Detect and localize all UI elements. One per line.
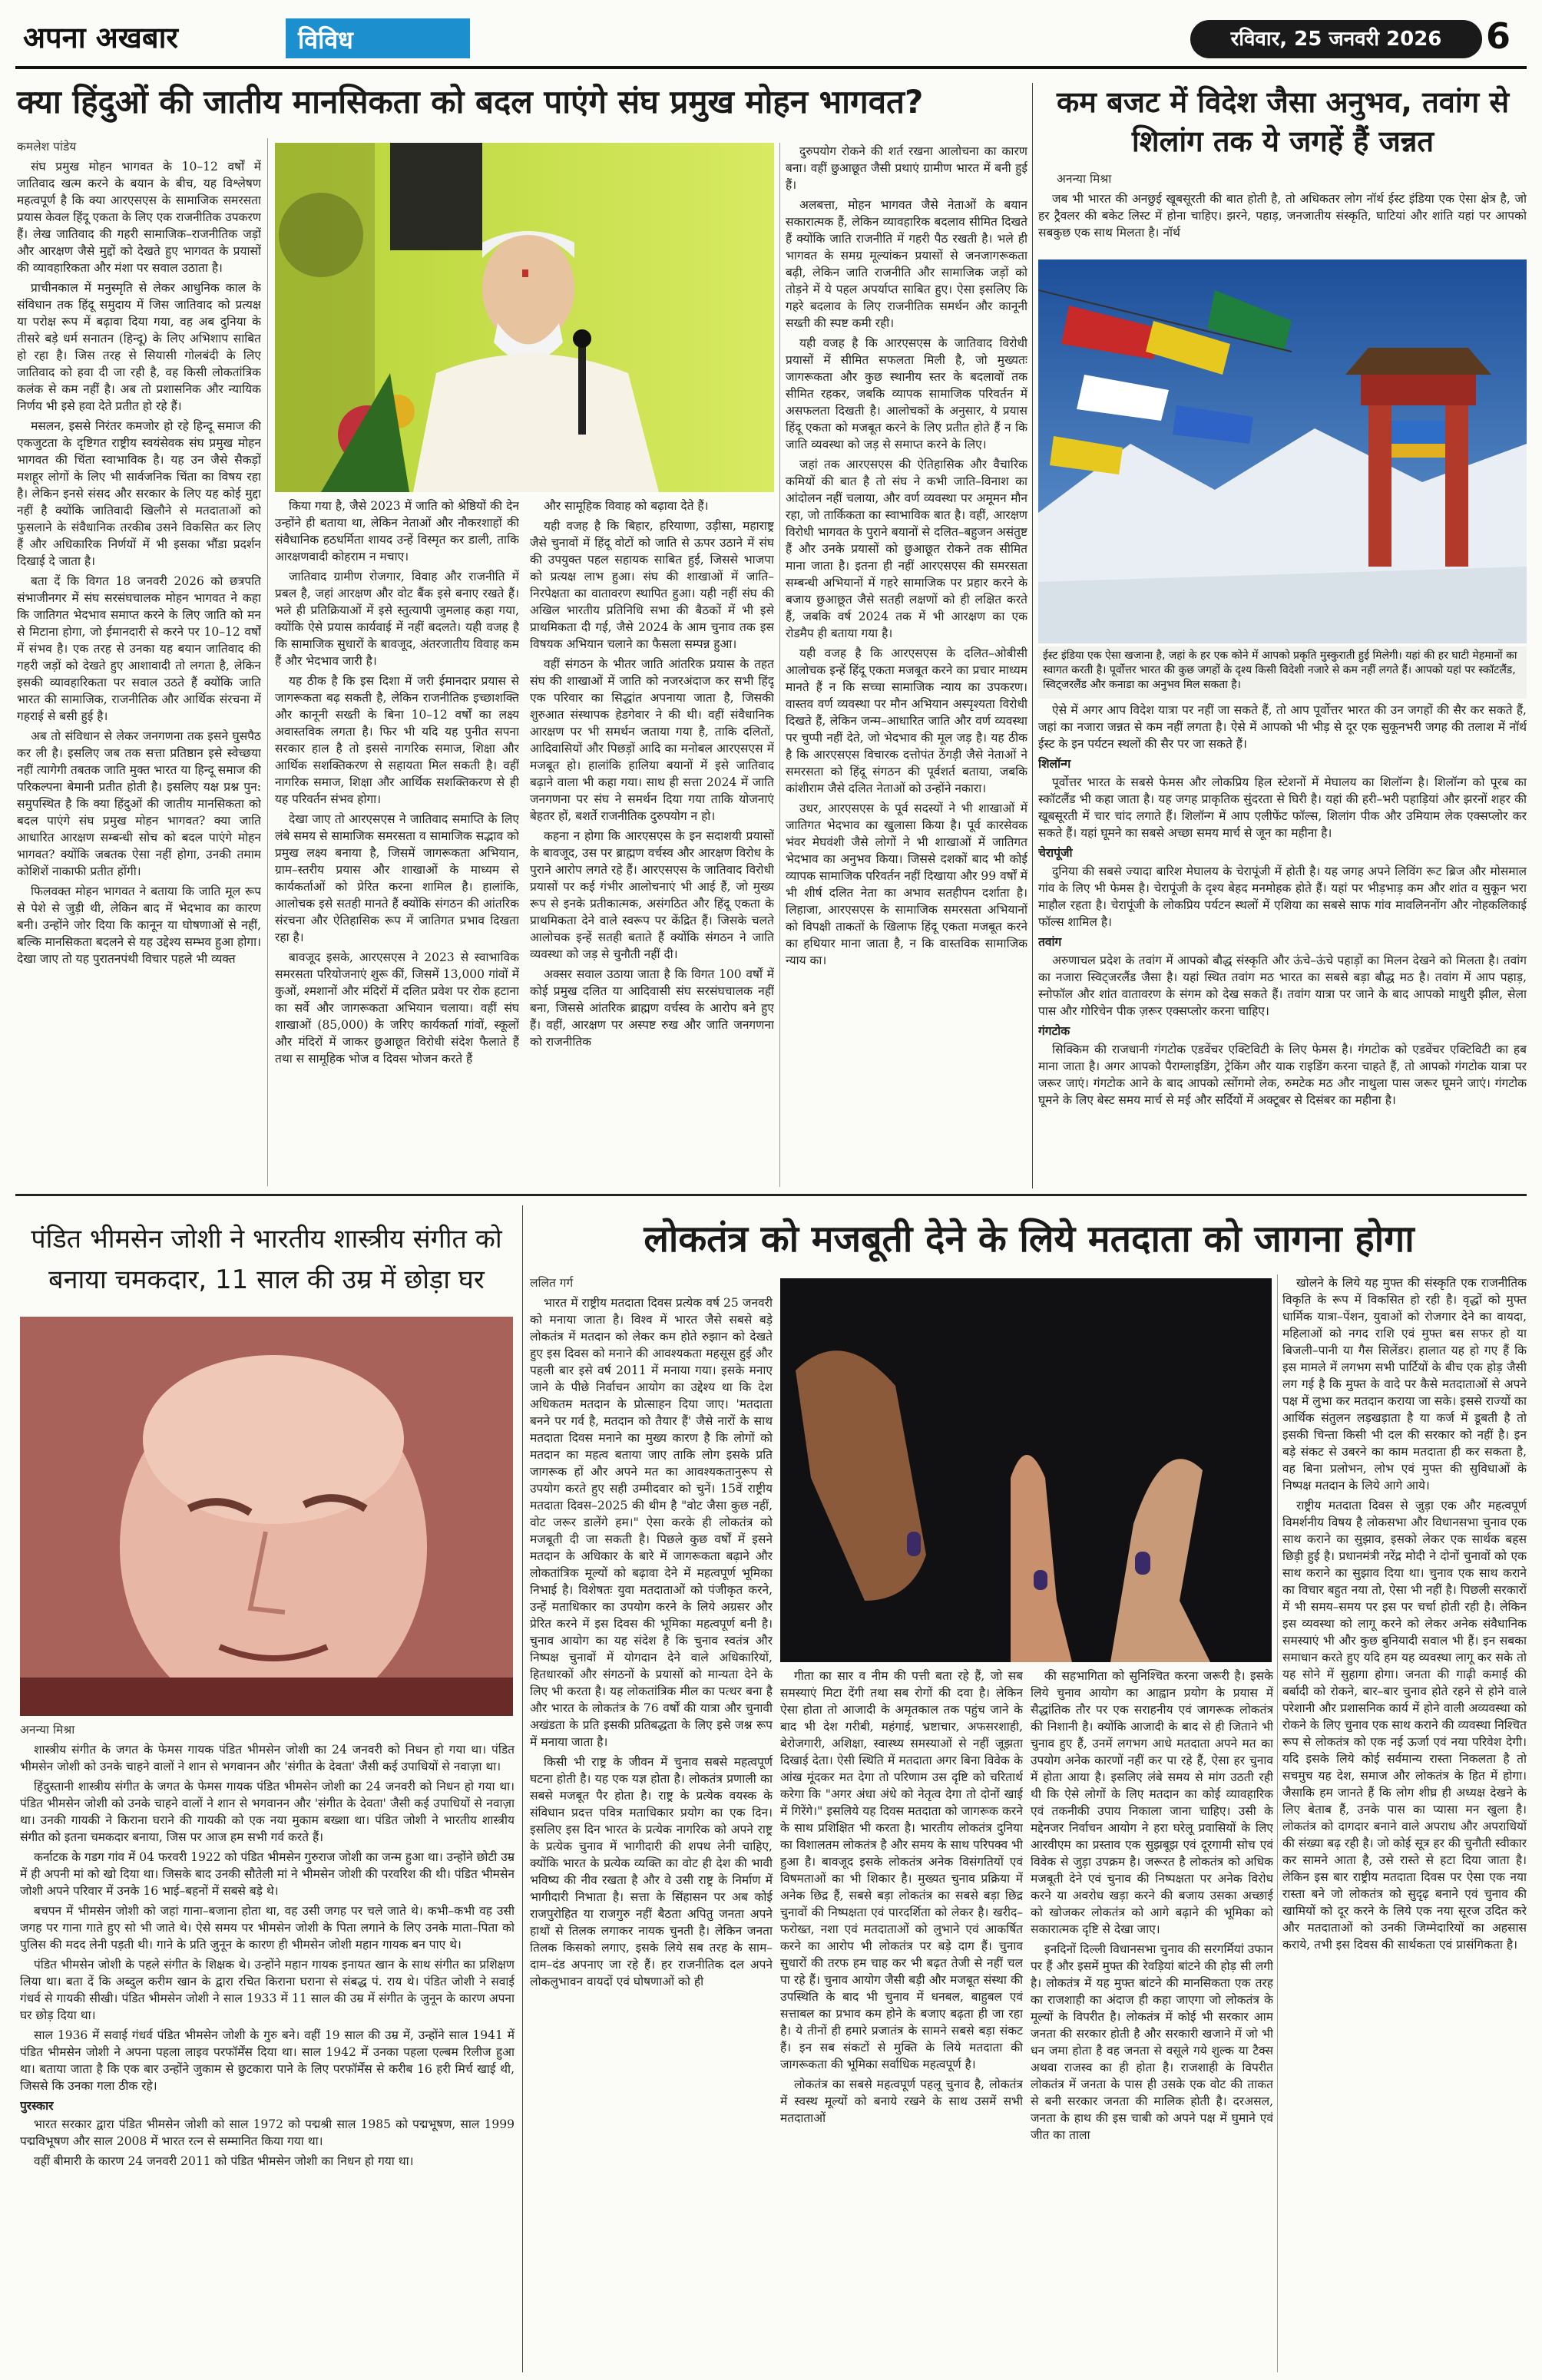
story2-headline: कम बजट में विदेश जैसा अनुभव, तवांग से शिलांग तक ये जगहें हैं जन्नत	[1056, 85, 1510, 159]
column-rule	[779, 143, 780, 1187]
story4-photo	[780, 1278, 1272, 1662]
story1-para: जहां तक आरएसएस की ऐतिहासिक और वैचारिक कमियों की बात है तो संघ ने कभी जाति–विनाश का आंदोलन नहीं चलाया, और वर्ण व्यवस्था पर अमूमन मौन रहा, जो तार्किकता का स्वाभाविक बात है। वहीं, आरक्षण विरोधी भागवत के पुराने बयानों से दलित–बहुजन असंतुष्ट हैं और उनके प्रयासों को छुआछूत रोकने तक सीमित माना जाता है। इतना ही नहीं आरएसएस की समरसता सम्बन्धी अभियानों में गहरे सामाजिक पर प्रहार करने के बजाय छुआछूत जैसे सतही लक्षणों को ही लक्षित करते हैं, जबकि वर्ष 2024 तक में भी आरक्षण का एक रोडमैप ही बताया गया है।	[786, 458, 1027, 640]
story3-para: साल 1936 में सवाई गंधर्व पंडित भीमसेन जोशी के गुरु बने। वहीं 19 साल की उम्र में, उन्होंने साल 1941 में पंडित भीमसेन जोशी ने अपना पहला लाइव परफॉर्मेंस दिया था। साल 1942 में उनका पहला एल्बम रिलीज हुआ था। बताया जाता है कि एक बार उन्होंने जुकाम से छुटकारा पाने के लिए परफॉर्मेंस से करीब 16 हरी मिर्च खाई थी, जिससे कि उनका गला ठीक रहे।	[20, 2028, 515, 2093]
story1-col1	[17, 138, 261, 1186]
story3-photo	[20, 1317, 513, 1716]
story4-col2	[780, 1668, 1023, 2372]
column-rule	[522, 1205, 523, 2372]
bhimsen-joshi-portrait	[20, 1317, 513, 1716]
story1-para: यही वजह है कि आरएसएस के दलित–ओबीसी आलोचक इन्हें हिंदू एकता मजबूत करने का प्रचार माध्यम मानते हैं न कि सच्चा सामाजिक न्याय का उपकरण। वास्तव वर्ण व्यवस्था पर मौन अभियान अस्पृश्यता विरोधी दिखते हैं, लेकिन जन्म–आधारित जाति और वर्ण व्यवस्था पर चुप्पी नहीं देते, जो भेदभाव की मूल जड़ है। यह ठीक है कि आरएसएस विचारक दत्तोपंत ठेंगड़ी जैसे नेताओं ने समरसता को हिंदू संगठन की पूर्वशर्त बताया, जबकि कांशीराम जैसे दलित नेताओं को उन्होंने नकारा।	[786, 646, 1027, 795]
section-divider	[15, 1194, 1527, 1196]
story1-headline: क्या हिंदुओं की जातीय मानसिकता को बदल पाएंगे संघ प्रमुख मोहन भागवत?	[17, 83, 924, 121]
story4-para: राष्ट्रीय मतदाता दिवस से जुड़ा एक और महत्वपूर्ण विमर्शनीय विषय है लोकसभा और विधानसभा चुनाव एक साथ कराने का सुझाव, इसको लेकर एक सार्थक बहस छिड़ी हुई है। प्रधानमंत्री नरेंद्र मोदी ने दोनों चुनावों को एक साथ कराने का सुझाव दिया था। चुनाव एक साथ कराने का विचार बहुत नया तो, ऐसा भी नहीं है। पिछली सरकारों में भी समय–समय पर इस पर चर्चा होती रही है। लेकिन इस व्यवस्था को लागू करने को लेकर अनेक संवैधानिक समस्याएं भी और कुछ बुनियादी सवाल भी हैं। इन सबका समाधान करते हुए यदि हम यह व्यवस्था लागू कर सके तो यह सोने में सुहागा होगा। जनता की गाढ़ी कमाई की बर्बादी को रोकने, बार–बार चुनाव होते रहने से होने वाले परेशानी और प्रशासनिक कार्य में होने वाली अव्यवस्था को रोकने के लिए चुनाव एक साथ कराने की व्यवस्था निश्चित रूप से लोकतंत्र को एक नई ऊर्जा एवं नया परिवेश देगी। यदि इसके लिये कोई सर्वमान्य रास्ता निकलता है तो सचमुच यह देश, समाज और लोकतंत्र के हित में होगा। जैसाकि हम जानते हैं कि लोग शीघ्र ही अध्यक्ष देखने के लिए बेताब हैं, उनके पास का प्यासा मन खुला है। लोकतंत्र को दागदार बनाने वाले अपराध और अपराधियों की संख्या बढ़ रही है। जो कोई सूत्र हर की चुनौती स्वीकार कर सामने आता है, उसे रास्ते से हटा दिया जाता है। लेकिन इस बार राष्ट्रीय मतदाता दिवस पर ऐसा एक नया रास्ता बने जो लोकतंत्र को सुदृढ़ बनाने एवं चुनाव की खामियों को दूर करने के लिये एक नया सूरज उदित करे और मतदाताओं को उनकी जिम्मेदारियों का अहसास कराये, तभी इस दिवस की सार्थकता एवं प्रासंगिकता है।	[1282, 1499, 1527, 1952]
story3-para: पंडित भीमसेन जोशी के पहले संगीत के शिक्षक थे। उन्होंने महान गायक इनायत खान के साथ संगीत का प्रशिक्षण लिया था। बता दें कि अब्दुल करीम खान के द्वारा रचित किराना घराना से संबद्ध पं. राय थे। पंडित जोशी ने सवाई गंधर्व से गायकी सीखी। पंडित भीमसेन जोशी ने साल 1933 में 11 साल की उम्र में संगीत के जुनून के कारण अपना घर छोड़ दिया था।	[20, 1958, 515, 2022]
tawang-gate-illustration	[1038, 259, 1527, 643]
story1-para: यही वजह है कि बिहार, हरियाणा, उड़ीसा, महाराष्ट्र जैसे चुनावों में हिंदू वोटों को जाति से ऊपर उठाने में संघ की उपयुक्त पहल सहायक साबित हुई, जिससे भाजपा को प्रत्यक्ष लाभ हुआ। संघ की शाखाओं में जाति–निरपेक्षता का वातावरण स्थापित हुआ। यही नहीं संघ की अखिल भारतीय प्रतिनिधि सभा की बैठकों में भी इसे प्राथमिकता दी गई, जैसे 2024 के आम चुनाव तक इस विषयक अभियान चलाने का फैसला सम्पन्न हुआ।	[530, 519, 774, 651]
story1-para: प्राचीनकाल में मनुस्मृति से लेकर आधुनिक काल के संविधान तक हिंदू समुदाय में जिस जातिवाद को प्रत्यक्ष या परोक्ष रूप में बढ़ावा दिया गया, वह अब दुनिया के तीसरे बड़े धर्म सनातन (हिन्दू) के लिए अभिशाप साबित हो रहा है। जिस तरह से सियासी गोलबंदी के लिए जातिवाद को हवा दी जा रही है, वह किसी लोकतांत्रिक कलंक से कम नहीं है। अब तो प्रशासनिक और न्यायिक निर्णय भी इसे हवा देते प्रतीत हो रहे हैं।	[17, 281, 261, 413]
story4-col1	[530, 1274, 773, 2372]
story1-para: दुरुपयोग रोकने की शर्त रखना आलोचना का कारण बना। वहीं छुआछूत जैसी प्रथाएं ग्रामीण भारत में बनी हुई हैं।	[786, 144, 1027, 192]
section-label: विविध	[286, 18, 470, 58]
story1-para: यह ठीक है कि इस दिशा में जरी ईमानदार प्रयास से जागरूकता बढ़ सकती है, लेकिन राजनीतिक इच्छाशक्ति और कानूनी सख्ती के बिना 10–12 वर्षों का लक्ष्य अवास्तविक लगता है। फिर भी यदि यह पुनीत सपना सरकार हाल है तो इससे नागरिक समाज, शिक्षा और आर्थिक सशक्तिकरण से सहायता मिल सकती है। वहीं नागरिक समाज, शिक्षा और आर्थिक सशक्तिकरण से ही यह परिवर्तन संभव होगा।	[275, 674, 519, 806]
story1-para: अलबत्ता, मोहन भागवत जैसे नेताओं के बयान सकारात्मक हैं, लेकिन व्यावहारिक बदलाव सीमित दिखते हैं क्योंकि जाति राजनीति में गहरी पैठ रखती है। भले ही भागवत के समग्र मूल्यांकन प्रयासों से जनजागरूकता बढ़ी, लेकिन जाति राजनीति और सामाजिक जड़ों को तोड़ने में ये पहल अपर्याप्त साबित हुए। ऐसा इसलिए कि गहरे बदलाव के लिए राजनीतिक समर्थन और कानूनी सख्ती की स्पष्ट कमी रही।	[786, 198, 1027, 330]
story1-col2	[275, 497, 519, 1186]
story1-para: और सामूहिक विवाह को बढ़ावा देते हैं।	[544, 499, 709, 513]
story1-para: जातिवाद ग्रामीण रोजगार, विवाह और राजनीति में प्रबल है, जहां आरक्षण और वोट बैंक इसे बनाए रखते हैं। भले ही प्रतिक्रियाओं में इसे स्तुत्यापी जुमलाह कहा गया, क्योंकि ऐसे प्रयास कार्यवाई में नहीं बदलते। यही वजह है कि सामाजिक सुधारों के बावजूद, अंतरजातीय विवाह कम हैं और भेदभाव जारी है।	[275, 570, 519, 668]
story3-para: हिंदुस्तानी शास्त्रीय संगीत के जगत के फेमस गायक पंडित भीमसेन जोशी का 24 जनवरी को निधन हो गया था। पंडित भीमसेन जोशी को उनके चाहने वालों ने शान से भगवानन और 'संगीत के देवता' जैसी कई उपाधियों से नवाज़ा था। उनकी गायकी ने किराना घराने की गायकी को एक नया मुकाम बख्शा था। पंडित जोशी ने भारतीय शास्त्रीय संगीत को इतना चमकदार बनाया, जिस पर आज हम सभी गर्व करते हैं।	[20, 1780, 515, 1844]
column-rule	[1277, 1274, 1278, 2372]
story2-subhead: गंगटोक	[1038, 1023, 1070, 1038]
story3-body	[20, 1721, 515, 2374]
story3-para: बचपन में भीमसेन जोशी को जहां गाना–बजाना होता था, वह उसी जगह पर चले जाते थे। कभी–कभी वह उसी जगह पर गाना गाते हुए सो भी जाते थे। ऐसे समय पर भीमसेन जोशी के पिता लगाने के लिए उनके माता–पिता को पुलिस की मदद लेनी पड़ती थी। गाने के प्रति जुनून के कारण ही भीमसेन जोशी महान गायक बन पाए थे।	[20, 1904, 515, 1952]
story1-para: किया गया है, जैसे 2023 में जाति को श्रेष्ठियों की देन उन्होंने ही बताया था, लेकिन नेताओं और नौकरशाहों की संवैधानिक हठधर्मिता शायद उन्हें विस्मृत कर डाली, ताकि आरक्षणवादी कोहराम न मचाए।	[275, 499, 519, 564]
story2-subhead: चेरापूंजी	[1038, 845, 1073, 860]
story3-para: वहीं बीमारी के कारण 24 जनवरी 2011 को पंडित भीमसेन जोशी का निधन हो गया था।	[34, 2154, 414, 2168]
story1-byline: कमलेश पांडेय	[17, 140, 77, 154]
story2-body	[1038, 702, 1527, 1187]
story1-para: बता दें कि विगत 18 जनवरी 2026 को छत्रपति संभाजीनगर में संघ सरसंघचालक मोहन भागवत ने कहा कि जातिगत भेदभाव समाप्त करने के लिए जाति को मन से मिटाना होगा, जो ईमानदारी से करने पर 10–12 वर्षों में संभव है। एक तरह से उनका यह बयान जातिवाद की गहरी जड़ों को देखते हुए आशावादी तो लगता है, लेकिन इसकी व्यावहारिकता पर सवाल उठते हैं क्योंकि जाति भारत की सामाजिक, राजनीतिक और आर्थिक संरचना में गहराई से बसी हुई है।	[17, 574, 261, 723]
story2-byline: अनन्या मिश्रा	[1057, 172, 1112, 186]
story1-para: बावजूद इसके, आरएसएस ने 2023 से स्वाभाविक समरसता परियोजनाएं शुरू कीं, जिसमें 13,000 गांवों में कुओं, श्मशानों और मंदिरों में दलित प्रवेश पर रोक हटाना का सर्वे और जागरूकता अभियान चलाया। वहीं संघ शाखाओं (85,000) के जरिए कार्यकर्ता गांवों, स्कूलों और मंदिरों में जाकर छुआछूत विरोधी संदेश फैलाते हैं तथा स सामूहिक भोज व दिवस भोजन करते हैं	[275, 950, 519, 1066]
story2-subhead: शिलॉन्ग	[1038, 756, 1071, 771]
story1-para: यही वजह है कि आरएसएस के जातिवाद विरोधी प्रयासों में सीमित सफलता मिली है, जो मुख्यतः जागरूकता और कुछ स्थानीय स्तर के बदलावों तक सीमित रहकर, जबकि व्यापक सामाजिक परिवर्तन में असफलता दिखती है। आलोचकों के अनुसार, ये प्रयास हिंदू एकता को मजबूत करने के लिए प्रतीत होते हैं न कि जाति व्यवस्था को जड़ से समाप्त करने के लिए।	[786, 336, 1027, 451]
paper-name: अपना अखबार	[23, 21, 178, 55]
story4-para: किसी भी राष्ट्र के जीवन में चुनाव सबसे महत्वपूर्ण घटना होती है। यह एक यज्ञ होता है। लोकतंत्र प्रणाली का सबसे मजबूत पैर होता है। राष्ट्र के प्रत्येक वयस्क के संविधान प्रदत्त पवित्र मताधिकार प्रयोग का एक दिन। इसलिए इस दिन भारत के प्रत्येक नागरिक को अपने राष्ट्र के प्रत्येक चुनाव में भागीदारी की शपथ लेनी चाहिए, क्योंकि भारत के प्रत्येक व्यक्ति का वोट ही देश की भावी भविष्य की नीव रखता है और वे उसी राष्ट्र के निर्माण में भागीदारी निभाता है। सत्ता के सिंहासन पर अब कोई राजपुरोहित या राजगुरु नहीं बैठता अपितु जनता अपने हाथों से तिलक लगाकर नायक चुनती है। लेकिन जनता तिलक किसको लगाए, इसके लिये सब तरह के साम–दाम–दंड अपनाए जा रहे हैं। हर राजनीतिक दल अपने लोकलुभावन वायदों एवं घोषणाओं को ही	[530, 1755, 773, 1988]
inked-fingers-illustration	[780, 1278, 1272, 1662]
story3-para: शास्त्रीय संगीत के जगत के फेमस गायक पंडित भीमसेन जोशी का 24 जनवरी को निधन हो गया था। पंडित भीमसेन जोशी को उनके चाहने वालों ने शान से भगवानन और 'संगीत के देवता' जैसी कई उपाधियों से नवाज़ा था।	[20, 1743, 515, 1773]
story1-photo	[275, 143, 774, 492]
story2-para: दुनिया की सबसे ज्यादा बारिश मेघालय के चेरापूंजी में होती है। यह जगह अपने लिविंग रूट ब्रिज और मोसमाल गांव के लिए भी फेमस है। चेरापूंजी के दृश्य बेहद मनमोहक होते हैं। यहां पर भीड़भाड़ कम और शांत व सुकून भरा माहौल रहता है। चेरापूंजी के लोकप्रिय पर्यटन स्थलों में एशिया का सबसे साफ गांव मावलिननोंग और नोहकलिकाई फॉल्स शामिल है।	[1038, 864, 1527, 929]
story3-para: भारत सरकार द्वारा पंडित भीमसेन जोशी को साल 1972 को पद्मश्री साल 1985 को पद्मभूषण, साल 1999 पद्मविभूषण और साल 2008 में भारत रत्न से सम्मानित किया गया था।	[20, 2117, 515, 2148]
story3-subhead: पुरस्कार	[20, 2098, 54, 2113]
story1-para: देखा जाए तो आरएसएस ने जातिवाद समाप्ति के लिए लंबे समय से सामाजिक समरसता व सामाजिक सद्भाव को प्रमुख लक्ष्य बनाया है, जिसमें जागरूकता अभियान, ग्राम–स्तरीय प्रयास और शाखाओं के माध्यम से कार्यकर्ताओं को प्रेरित करना शामिल है। हालांकि, आलोचक इसे सतही मानते हैं क्योंकि संगठन की आंतरिक संरचना और ऐतिहासिक रूप में जातिगत प्रभाव दिखता रहा है।	[275, 812, 519, 944]
story1-para: अक्सर सवाल उठाया जाता है कि विगत 100 वर्षों में कोई प्रमुख दलित या आदिवासी संघ सरसंघचालक नहीं बना, जिससे आंतरिक ब्राह्मण वर्चस्व के आरोप बने हुए हैं। वहीं, आरक्षण पर अस्पष्ट रुख और जाति जनगणना को राजनीतिक	[530, 967, 774, 1049]
story2-para: ऐसे में अगर आप विदेश यात्रा पर नहीं जा सकते हैं, तो आप पूर्वोत्तर भारत की उन जगहों की सैर कर सकते हैं, जहां का नजारा जन्नत से कम नहीं लगता है। ऐसे में आपको भी भीड़ से दूर एक सुकूनभरी जगह की तलाश में नॉर्थ ईस्ट के इन पर्यटन स्थलों की सैर पर जा सकते हैं।	[1038, 703, 1527, 751]
story2-intro-block	[1038, 170, 1527, 256]
story4-byline: ललित गर्ग	[530, 1276, 574, 1290]
story4-para: की सहभागिता को सुनिश्चित करना जरूरी है। इसके लिये चुनाव आयोग का आह्वान प्रयोग के प्रयास में सैद्धांतिक तौर पर एक सराहनीय एवं जागरूक लोकतंत्र की निशानी है। क्योंकि आजादी के बाद से ही जिताने भी चुनाव हुए हैं, उनमें लगभग आधे मतदाता अपने मत का उपयोग अनेक कारणों नहीं कर पा रहे हैं, ऐसा हर चुनाव में होता आया है। इसलिए लंबे समय से मांग उठती रही थी कि ऐसे लोगों के लिए मतदान का कोई व्यावहारिक एवं तकनीकी उपाय निकाला जाना चाहिए। उसी के मद्देनजर निर्वाचन आयोग ने हरा घरेलू प्रवासियों के लिए आरवीएम का प्रस्ताव एक सुझबूझ एवं दूरगामी सोच एवं विवेक से जुड़ा उपक्रम है। जरूरत है लोकतंत्र को अधिक मजबूती देने एवं चुनाव की निष्पक्षता पर अनेक विरोध करने या अवरोध खड़ा करने की बजाय उसका अच्छाई को खोजकर लोकतंत्र को आगे बढ़ाने की भूमिका को सकारात्मक दृष्टि से देखा जाए।	[1031, 1669, 1273, 1936]
story4-col3	[1031, 1668, 1273, 2372]
story4-para: इनदिनों दिल्ली विधानसभा चुनाव की सरगर्मियां उफान पर हैं और इसमें मुफ्त की रेवड़ियां बांटने की होड़ सी लगी है। लोकतंत्र में यह मुफ्त बांटने की मानसिकता एक तरह का राजशाही का अंदाज ही कहा जाएगा जो लोकतंत्र के मूल्यों के विपरीत है। लोकतंत्र में कोई भी सरकार आम जनता की सरकार होती है और सरकारी खजाने में जो भी धन जमा होता है वह जनता से वसूले गये शुल्क या टैक्स अथवा राजस्व का ही होता है। राजशाही के विपरीत लोकतंत्र में जनता के पास ही उसके एक वोट की ताकत से बनी सरकार जनता की मालिक होती है। दरअसल, जनता के हाथ की इस चाबी को अपने पक्ष में घुमाने एवं जीत का ताला	[1031, 1942, 1273, 2142]
story2-para: सिक्किम की राजधानी गंगटोक एडवेंचर एक्टिविटी के लिए फेमस है। गंगटोक को एडवेंचर एक्टिविटी का हब माना जाता है। अगर आपको पैराग्लाइडिंग, ट्रेकिंग और याक राइडिंग करना चाहते हैं, तो आपको गंगटोक यात्रा पर जरूर जाएं। गंगटोक आने के बाद आपको त्सोंगमो लेक, रुमटेक मठ और नाथुला पास जरूर घूमने जाएं। गंगटोक घूमने के लिए बेस्ट समय मार्च से मई और सर्दियों में अक्टूबर से दिसंबर का महीना है।	[1038, 1043, 1527, 1107]
story3-byline: अनन्या मिश्रा	[20, 1723, 75, 1737]
story4-col4	[1282, 1274, 1527, 2372]
story3-para: कर्नाटक के गडग गांव में 04 फरवरी 1922 को पंडित भीमसेन गुरुराज जोशी का जन्म हुआ था। उन्होंने छोटी उम्र में ही अपनी मां को खो दिया था। जिसके बाद उनकी सौतेली मां ने भीमसेन जोशी की परवरिश की थी। पंडित भीमसेन जोशी अपने परिवार में उनके 16 भाई–बहनों में सबसे बड़े थे।	[20, 1850, 515, 1898]
story2-photo-caption: ईस्ट इंडिया एक ऐसा खजाना है, जहां के हर एक कोने में आपको प्रकृति मुस्कुराती हुई मिलेगी। यहां की हर घाटी मेहमानों का स्वागत करती है। पूर्वोत्तर भारत की कुछ जगहों के दृश्य किसी विदेशी नजारे से कम नहीं लगते हैं। आपको यहां पर स्कॉटलैंड, स्विट्जरलैंड और कनाडा का अनुभव मिल सकता है।	[1038, 646, 1527, 699]
story2-para: अरुणाचल प्रदेश के तवांग में आपको बौद्ध संस्कृति और ऊंचे–ऊंचे पहाड़ों का मिलन देखने को मिलता है। तवांग का नजारा स्विट्जरलैंड जैसा है। यहां स्थित तवांग मठ भारत का सबसे बड़ा बौद्ध मठ है। तवांग में आप पहाड़, स्नोफॉल और शांत वातावरण के संगम को देख सकते हैं। तवांग यात्रा पर जाने के बाद आपको माधुरी झील, सेला पास और गोरिचेन पीक ज़रूर एक्सप्लोर करना चाहिए।	[1038, 954, 1527, 1018]
story2-subhead: तवांग	[1038, 934, 1062, 949]
story4-para: लोकतंत्र का सबसे महत्वपूर्ण पहलू चुनाव है, लोकतंत्र में स्वस्थ मूल्यों को बनाये रखने के साथ उसमें सभी मतदाताओं	[780, 2078, 1023, 2125]
story1-col3	[530, 497, 774, 1186]
story1-col4	[786, 143, 1027, 1187]
column-rule	[267, 138, 268, 1186]
story2-para: पूर्वोत्तर भारत के सबसे फेमस और लोकप्रिय हिल स्टेशनों में मेघालय का शिलॉन्ग है। शिलॉन्ग को पूरब का स्कॉटलैंड भी कहा जाता है। यह जगह प्राकृतिक सुंदरता से घिरी है। यहां की हरी–भरी पहाड़ियां और झरनों शहर की खूबसूरती में चार चांद लगाते हैं। शिलॉन्ग में आप एलीफेंट फॉल्स, शिलांग पीक और उमियाम लेक एक्सप्लोर कर सकते हैं। यहां घूमने का सबसे अच्छा समय मार्च से जून का महीना है।	[1038, 775, 1527, 840]
story1-para: अब तो संविधान से लेकर जनगणना तक इसने घुसपैठ कर ली है। इसलिए जब तक सत्ता प्रतिष्ठान इसे स्वेच्छया नहीं त्यागेगी तबतक जाति मुक्त भारत या हिन्दू समाज की परिकल्पना बेमानी प्रतीत होती है। इसलिए यक्ष प्रश्न पुन: समुपस्थित है कि क्या हिंदुओं की जातीय मानसिकता को बदल पाएंगे संघ प्रमुख मोहन भागवत? क्या जाति आधारित आरक्षण सम्बन्धी सोच को बदल पाएंगे मोहन भागवत? क्योंकि जबतक ऐसा नहीं होगा, उनकी तमाम कोशिशें नाकाफी प्रतीत होंगी।	[17, 729, 261, 878]
story1-para: कहना न होगा कि आरएसएस के इन सदाशयी प्रयासों के बावजूद, उस पर ब्राह्मण वर्चस्व और आरक्षण विरोध के पुराने आरोप लगते रहे हैं। आरएसएस के जातिवाद विरोधी प्रयासों पर कई गंभीर आलोचनाएं भी आई हैं, जो मुख्य रूप से इनके प्रतीकात्मक, असंगठित और हिंदू एकता के प्राथमिकता देने वाले स्वरूप पर केंद्रित हैं। जिसके चलते आलोचक इन्हें सतही बताते हैं क्योंकि संगठन ने जाति व्यवस्था को जड़ से चुनौती नहीं दी।	[530, 829, 774, 961]
story4-para: भारत में राष्ट्रीय मतदाता दिवस प्रत्येक वर्ष 25 जनवरी को मनाया जाता है। विश्व में भारत जैसे सबसे बड़े लोकतंत्र में मतदान को लेकर कम होते रुझान को देखते हुए इस दिवस को मनाने की आवश्यकता महसूस हुई और पहली बार इसे वर्ष 2011 में मनाया गया। इसके मनाए जाने के पीछे निर्वाचन आयोग का उद्देश्य था कि देश अधिकतम मतदान के प्रोत्साहन दिया जाए। 'मतदाता बनने पर गर्व है, मतदान को तैयार हैं' जैसे नारों के साथ मतदाता दिवस मनाने का मुख्य कारण है कि लोगों को मतदान का महत्व बताया जाए ताकि लोग इसके प्रति जागरूक हों और अपने मत का आवश्यकतानुरूप से उपयोग करते हुए सही उम्मीदवार को चुनें। 15वें राष्ट्रीय मतदाता दिवस–2025 की थीम है "वोट जैसा कुछ नहीं, वोट जरूर डालेंगे हम।" ऐसा करके ही लोकतंत्र को मजबूती दी जा सकती है। पिछले कुछ वर्षों में इसने मतदान के अधिकार के बारे में जागरूकता बढ़ाने और लोकतांत्रिक मूल्यों को बढ़ावा देने में महत्वपूर्ण भूमिका निभाई है। विशेषतः युवा मतदाताओं को पंजीकृत करने, उन्हें मताधिकार का उपयोग करने के लिये अग्रसर और प्रेरित करने में इस दिवस की भूमिका महत्वपूर्ण बनी है। चुनाव आयोग का यह संदेश है कि चुनाव स्वतंत्र और निष्पक्ष चुनावों में योगदान देने वाले अधिकारियों, हितधारकों और संगठनों के प्रयासों को मान्यता देने के लिए भी करता है। यह लोकतांत्रिक मील का पत्थर बना है और भारत के लोकतंत्र के 76 वर्षों की यात्रा और चुनावी अखंडता के प्रति इसकी प्रतिबद्धता के लिए इसे जश्न रूप में मनाया जाता है।	[530, 1296, 773, 1749]
story1-para: संघ प्रमुख मोहन भागवत के 10–12 वर्षों में जातिवाद खत्म करने के बयान के बीच, यह विश्लेषण महत्वपूर्ण है कि क्या आरएसएस के सामाजिक समरसता प्रयास केवल हिंदू एकता के लिए एक राजनीतिक उपकरण हैं। लेख जातिवाद की गहरी सामाजिक–राजनीतिक जड़ों और आरक्षण जैसे मुद्दों को देखते हुए भागवत के प्रयासों की व्यावहारिकता और मंशा पर सवाल उठाता है।	[17, 160, 261, 275]
story1-para: मसलन, इससे निरंतर कमजोर हो रहे हिन्दू समाज की एकजुटता के दृष्टिगत राष्ट्रीय स्वयंसेवक संघ प्रमुख मोहन भागवत की चिंता स्वाभाविक है। यह उन जैसे सैकड़ों मशहूर लोगों के लिए भी सार्वजनिक चिंता का विषय रहा है। लेकिन इनसे संसद और सरकार के लिए यह कोई मुद्दा नहीं है क्योंकि जातिवादी खिलौने से मतदाताओं को फुसलाने के संवैधानिक तरकीब उसने विकसित कर लिए हैं और अधिकारिक निर्णयों में भी इसका भौंडा प्रदर्शन दिखाई दे जाता है।	[17, 419, 261, 568]
story4-headline: लोकतंत्र को मजबूती देने के लिये मतदाता को जागना होगा	[644, 1218, 1415, 1261]
page-number: 6	[1486, 15, 1511, 57]
bhagwat-photo-illustration	[275, 143, 774, 492]
story2-intro: जब भी भारत की अनछुई खूबसूरती की बात होती है, तो अधिकतर लोग नॉर्थ ईस्ट इंडिया एक ऐसा क्षेत्र है, जो हर ट्रैवलर की बकेट लिस्ट में होना चाहिए। झरने, पहाड़, जनजातीय संस्कृति, घाटियां और शांति यहां पर आपको सबकुछ एक साथ मिलता है। नॉर्थ	[1038, 192, 1527, 240]
story1-para: वहीं संगठन के भीतर जाति आंतरिक प्रयास के तहत संघ की शाखाओं में जाति को नजरअंदाज कर सभी हिंदू एक परिवार का सिद्धांत अपनाया जाता है, जिसकी शुरुआत संस्थापक हेडगेवार ने की थी। वहीं संवैधानिक आरक्षण पर भी समर्थन जताया गया है, ताकि दलितों, आदिवासियों और पिछड़ों आदि का मनोबल आरएसएस में मजबूत हो। हालांकि हालिया बयानों में इसे जातिवाद बढ़ाने वाला भी कहा गया। साथ ही सत्ता 2024 में जाति जनगणना पर संघ ने समर्थन दिया गया ताकि योजनाएं बेहतर हों, बशर्ते राजनीतिक दुरुपयोग न हो।	[530, 657, 774, 823]
story3-headline: पंडित भीमसेन जोशी ने भारतीय शास्त्रीय संगीत को बनाया चमकदार, 11 साल की उम्र में छोड़ा घर	[31, 1224, 502, 1295]
issue-date: रविवार, 25 जनवरी 2026	[1190, 20, 1482, 58]
story1-para: फिलवक्त मोहन भागवत ने बताया कि जाति मूल रूप से पेशे से जुड़ी थी, लेकिन बाद में भेदभाव का कारण बनी। उन्होंने जोर दिया कि कानून या घोषणाओं से नहीं, बल्कि मानसिकता बदलने से यह उद्देश्य सम्भव हुआ होगा। देखा जाए तो यह पुरातनपंथी विचार पहले भी व्यक्त	[17, 884, 261, 966]
story4-para: खोलने के लिये यह मुफ्त की संस्कृति एक राजनीतिक विकृति के रूप में विकसित हो रही है। वृद्धों को मुफ्त धार्मिक यात्रा–पेंशन, युवाओं को रोजगार देने का वायदा, महिलाओं को नगद राशि एवं मुफ्त बस सफर हो या बिजली–पानी या गैस सिलेंडर। हालात यह हो गए हैं कि इस मामले में लगभग सभी पार्टियों के बीच एक होड़ जैसी लग गई है कि मुफ्त के वादे पर कैसे मतदाताओं से अपने पक्ष में लुभा कर मतदान कराया जा सके। इससे राज्यों का आर्थिक संतुलन लड़खड़ाता है या कर्ज में डूबती है तो इसकी चिन्ता किसी भी दल की सरकार को नहीं है। इन बड़े संकट से उबरने का काम मतदाता ही कर सकता है, वह बिना प्रलोभन, लोभ एवं मुफ्त की सुविधाओं के निष्पक्ष मतदान के लिये आगे आये।	[1282, 1276, 1527, 1492]
story1-para: उधर, आरएसएस के पूर्व सदस्यों ने भी शाखाओं में जातिगत भेदभाव का खुलासा किया है। पूर्व कारसेवक भंवर मेघवंशी जैसे लोगों ने भी शाखाओं में जातिगत भेदभाव का अनुभव किया। जिससे दशकों बाद भी कोई व्यापक सामाजिक परिवर्तन नहीं दिखाया और 99 वर्षों में भी शीर्ष दलित नेता का अभाव सतहीपन दर्शाता है। लिहाजा, आरएसएस के सामाजिक समरसता अभियानों को विपक्षी ताकतों के खिलाफ हिंदू एकता मजबूत करने का हथियार माना जाता है, न कि वास्तविक सामाजिक न्याय का।	[786, 802, 1027, 967]
story2-photo	[1038, 259, 1527, 643]
column-rule	[1032, 83, 1033, 1188]
story4-para: गीता का सार व नीम की पत्ती बता रहे हैं, जो सब समस्याएं मिटा देंगी तथा सब रोगों की दवा है। लेकिन ऐसा होता तो आजादी के अमृतकाल तक पहुंच जाने के बाद भी देश गरीबी, महंगाई, भ्रष्टाचार, अफसरशाही, बेरोजगारी, अशिक्षा, स्वास्थ्य समस्याओं से नहीं जूझता दिखाई देता। ऐसी स्थिति में मतदाता अगर बिना विवेक के आंख मूंदकर मत देगा तो परिणाम उस दृष्टि को चरितार्थ करेगा कि "अगर अंधा अंधे को नेतृत्व देगा तो दोनों खाई में गिरेंगे।" इसलिये यह दिवस मतदाता को जागरूक करने के साथ प्रशिक्षित भी करता है। भारतीय लोकतंत्र दुनिया का विशालतम लोकतंत्र है और समय के साथ परिपक्व भी हुआ है। बावजूद इसके लोकतंत्र अनेक विसंगतियों एवं विषमताओं का भी शिकार है। मुख्यत चुनाव प्रक्रिया में अनेक छिद्र हैं, सबसे बड़ा लोकतंत्र का सबसे बड़ा छिद्र चुनावों की निष्पक्षता एवं पारदर्शिता को लेकर है। खरीद–फरोख्त, नशा एवं मतदाताओं को लुभाने एवं आकर्षित करने का आरोप भी लोकतंत्र पर बड़े दाग हैं। चुनाव सुधारों की तरफ हम चाह कर भी बढ़त तेजी से नहीं चल पा रहे हैं। चुनाव आयोग जैसी बड़ी और मजबूत संस्था की उपस्थिति के बाद भी चुनाव में धनबल, बाहुबल एवं सत्ताबल का प्रभाव कम होने के बजाए बढ़ता ही जा रहा है। ये तीनों ही हमारे प्रजातंत्र के सामने सबसे बड़ा संकट हैं। इन सब संकटों से मुक्ति के लिये मतदाता की जागरूकता की भूमिका सर्वाधिक महत्वपूर्ण है।	[780, 1669, 1023, 2071]
